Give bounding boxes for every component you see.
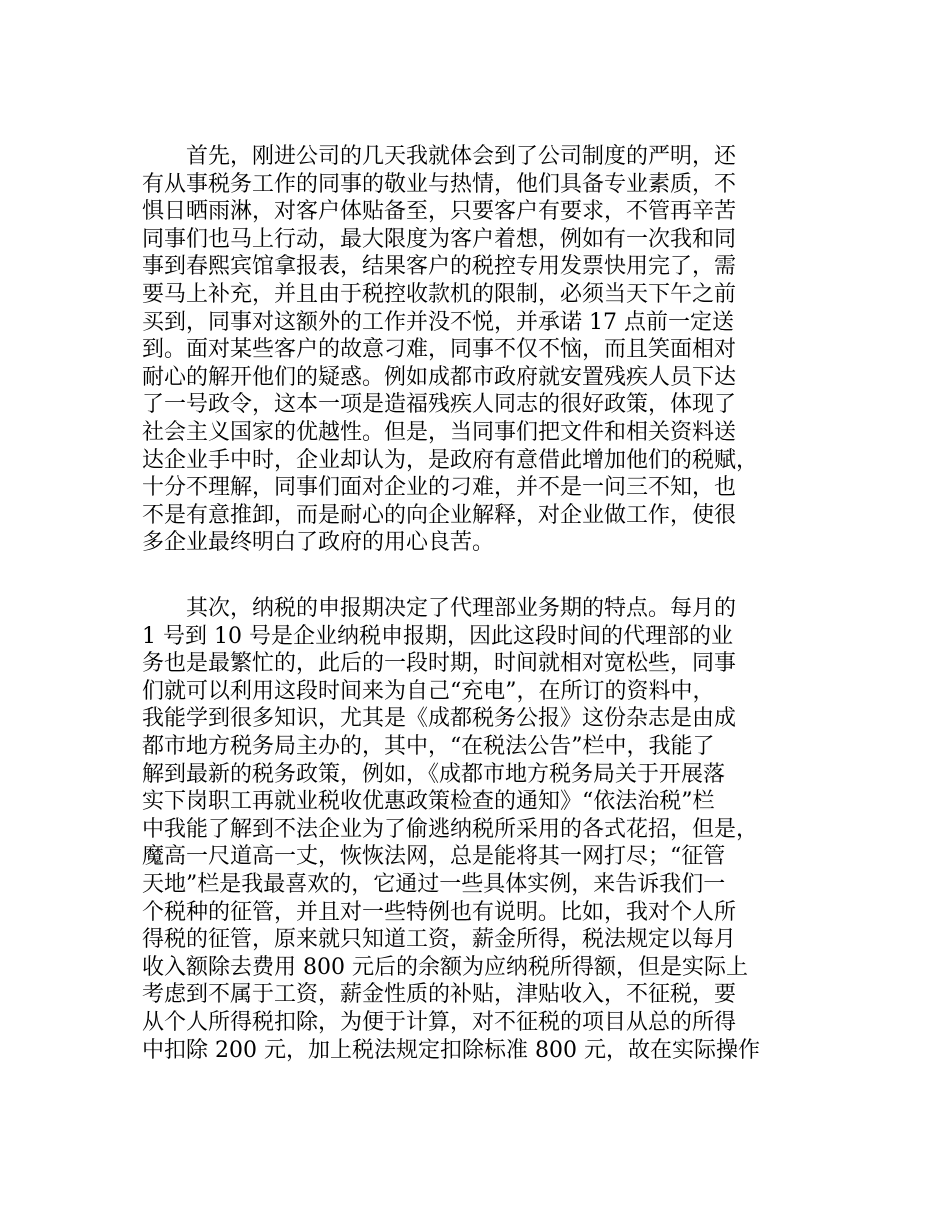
text-line: 都市地方税务局主办的，其中，“在税法公告”栏中，我能了 (142, 733, 715, 759)
text-line: 到。面对某些客户的故意刁难，同事不仅不恼，而且笑面相对 (142, 337, 737, 363)
text-line: 其次，纳税的申报期决定了代理部业务期的特点。每月的 (142, 596, 737, 621)
text-line: 多企业最终明白了政府的用心良苦。 (142, 530, 495, 556)
text-line: 中我能了解到不法企业为了偷逃纳税所采用的各式花招，但是， (142, 816, 759, 842)
text-line: 达企业手中时，企业却认为，是政府有意借此增加他们的税赋， (142, 447, 759, 473)
text-line: 收入额除去费用 800 元后的余额为应纳税所得额，但是实际上 (142, 954, 748, 980)
text-line: 1 号到 10 号是企业纳税申报期，因此这段时间的代理部的业 (142, 623, 733, 649)
text-line: 我能学到很多知识，尤其是《成都税务公报》这份杂志是由成 (142, 706, 737, 732)
paragraph-first (142, 143, 842, 557)
text-line: 同事们也马上行动，最大限度为客户着想，例如有一次我和同 (142, 226, 737, 252)
text-line: 实下岗职工再就业税收优惠政策检查的通知》“依法治税”栏 (142, 789, 715, 815)
text-line: 中扣除 200 元，加上税法规定扣除标准 800 元，故在实际操作 (142, 1037, 760, 1063)
paragraph-second (142, 595, 842, 1064)
text-line: 们就可以利用这段时间来为自己“充电”，在所订的资料中， (142, 678, 715, 704)
text-line: 买到，同事对这额外的工作并没不悦，并承诺 17 点前一定送 (142, 309, 734, 335)
text-line: 考虑到不属于工资，薪金性质的补贴，津贴收入，不征税，要 (142, 982, 737, 1008)
text-line: 得税的征管，原来就只知道工资，薪金所得，税法规定以每月 (142, 927, 737, 953)
text-line: 从个人所得税扣除，为便于计算，对不征税的项目从总的所得 (142, 1009, 737, 1035)
text-line: 事到春熙宾馆拿报表，结果客户的税控专用发票快用完了，需 (142, 254, 737, 280)
text-line: 务也是最繁忙的，此后的一段时期，时间就相对宽松些，同事 (142, 651, 737, 677)
text-line: 要马上补充，并且由于税控收款机的限制，必须当天下午之前 (142, 281, 737, 307)
text-line: 有从事税务工作的同事的敬业与热情，他们具备专业素质，不 (142, 171, 737, 197)
text-line: 天地”栏是我最喜欢的，它通过一些具体实例，来告诉我们一 (142, 871, 726, 897)
text-line: 解到最新的税务政策，例如，《成都市地方税务局关于开展落 (142, 761, 726, 787)
text-line: 社会主义国家的优越性。但是，当同事们把文件和相关资料送 (142, 419, 737, 445)
text-line: 惧日晒雨淋，对客户体贴备至，只要客户有要求，不管再辛苦 (142, 199, 737, 225)
text-line: 魔高一尺道高一丈，恢恢法网，总是能将其一网打尽；“征管 (142, 844, 726, 870)
text-line: 耐心的解开他们的疑惑。例如成都市政府就安置残疾人员下达 (142, 364, 737, 390)
text-line: 首先，刚进公司的几天我就体会到了公司制度的严明，还 (142, 144, 737, 169)
text-line: 个税种的征管，并且对一些特例也有说明。比如，我对个人所 (142, 899, 737, 925)
text-line: 十分不理解，同事们面对企业的刁难，并不是一问三不知，也 (142, 475, 737, 501)
text-line: 了一号政令，这本一项是造福残疾人同志的很好政策，体现了 (142, 392, 737, 418)
text-line: 不是有意推卸，而是耐心的向企业解释，对企业做工作，使很 (142, 502, 737, 528)
